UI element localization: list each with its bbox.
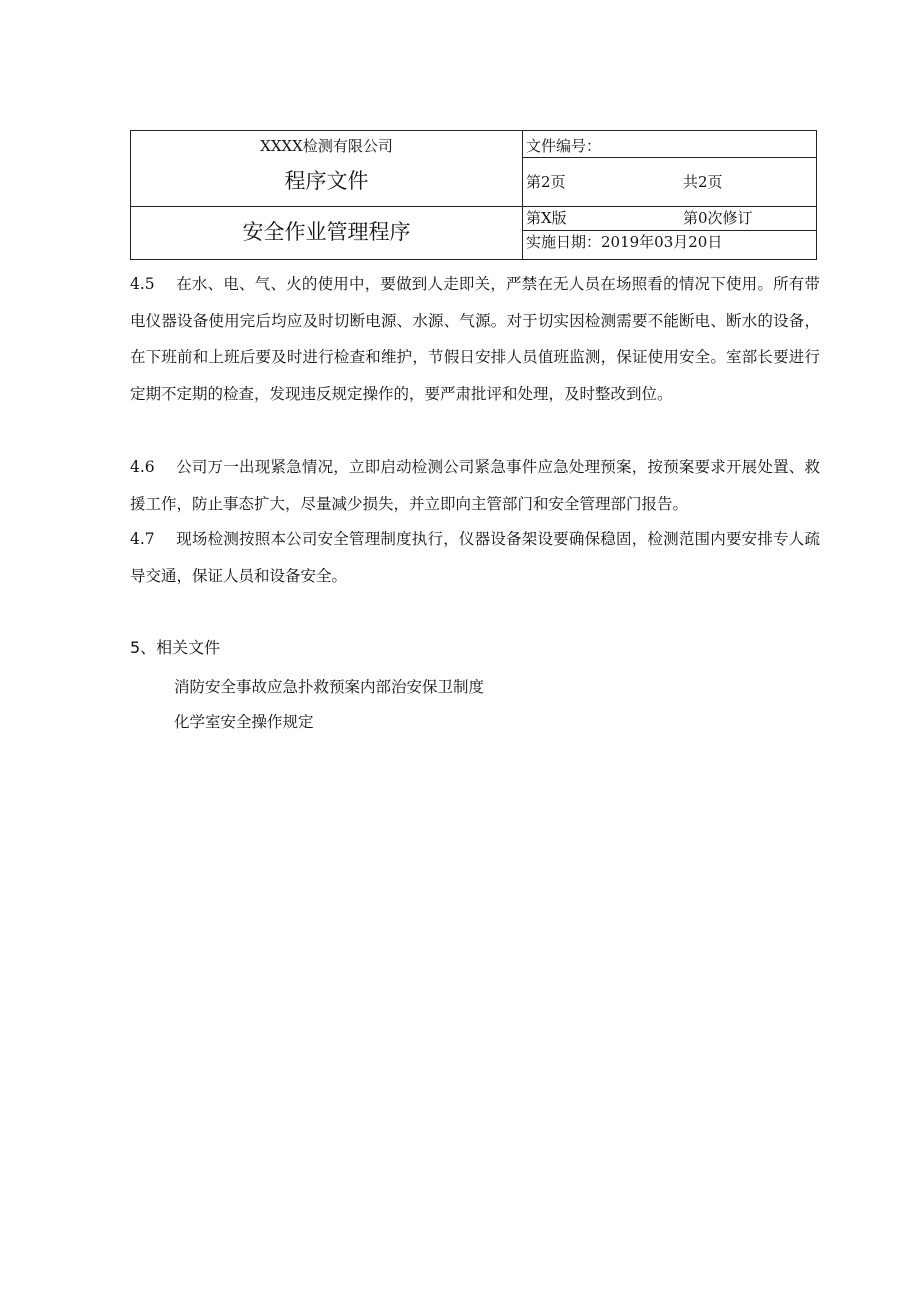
company-name: XXXX检测有限公司: [260, 137, 393, 155]
section-text: 在水、电、气、火的使用中，要做到人走即关，严禁在无人员在场照看的情况下使用。所有带电仪器设备使用完后均应及时切断电源、水源、气源。对于切实因检测需要不能断电、断水的设备，在下班前和上班后要及时进行检查和维护，节假日安排人员值班监测，保证使用安全。室部长要进行定期不定期的检查，发现违反规定操作的，要严肃批评和处理，及时整改到位。: [130, 275, 820, 403]
related-document-item: 化学室安全操作规定: [174, 713, 314, 731]
revision: 第0次修订: [683, 209, 753, 227]
related-document-item: 消防安全事故应急扑救预案内部治安保卫制度: [174, 678, 485, 696]
header-vertical-divider: [522, 131, 523, 259]
section-4-7: [130, 521, 820, 594]
page-current: 第2页: [526, 173, 566, 191]
section-4-6: [130, 449, 820, 522]
section-4-5: [130, 266, 820, 412]
section-text: 现场检测按照本公司安全管理制度执行，仪器设备架设要确保稳固，检测范围内要安排专人疏导交通，保证人员和设备安全。: [130, 530, 820, 585]
file-number-label: 文件编号：: [526, 137, 602, 155]
section-text: 公司万一出现紧急情况，立即启动检测公司紧急事件应急处理预案，按预案要求开展处置、救援工作，防止事态扩大，尽量减少损失，并立即向主管部门和安全管理部门报告。: [130, 458, 820, 513]
section-number: 4.7: [130, 530, 155, 548]
header-table: [130, 130, 817, 260]
header-divider-right-3: [522, 230, 816, 231]
document-type: 程序文件: [284, 169, 369, 193]
document-name: 安全作业管理程序: [242, 220, 411, 244]
implementation-date: 实施日期：2019年03月20日: [526, 233, 723, 251]
page-total: 共2页: [683, 173, 723, 191]
header-divider-left-right: [131, 206, 816, 207]
version: 第X版: [526, 209, 567, 227]
header-divider-right-1: [522, 157, 816, 158]
section-number: 4.6: [130, 458, 155, 476]
related-documents-heading: 5、相关文件: [130, 638, 221, 657]
section-number: 4.5: [130, 275, 155, 293]
